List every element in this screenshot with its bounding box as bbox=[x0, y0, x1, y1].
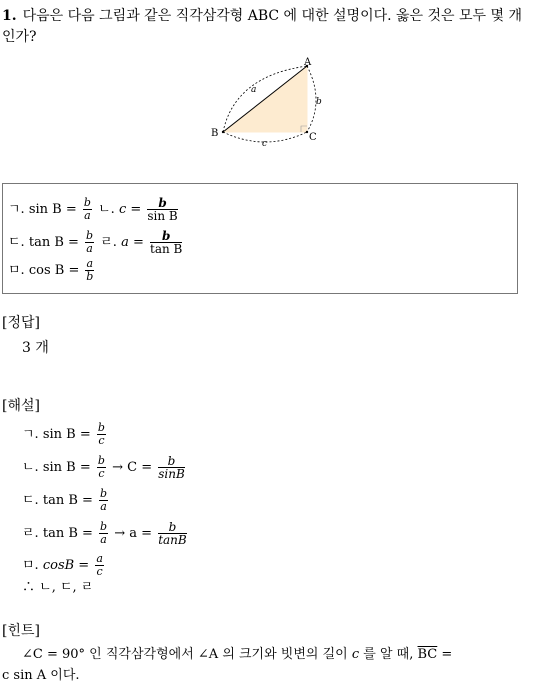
fraction-num: b bbox=[147, 197, 177, 210]
arc-b bbox=[307, 66, 316, 132]
fraction-num: a bbox=[96, 552, 103, 565]
fraction bbox=[97, 455, 106, 480]
fraction bbox=[85, 258, 94, 283]
fraction-num: b bbox=[100, 520, 108, 533]
explanation-heading: [해설] bbox=[2, 398, 40, 414]
hint-var-c: c bbox=[351, 647, 360, 662]
option-lhs: c = bbox=[118, 202, 142, 217]
fraction bbox=[99, 521, 108, 546]
fraction-den: tan B bbox=[150, 242, 183, 256]
option-lhs: tan B = bbox=[28, 235, 79, 250]
option-label: ㅁ. bbox=[8, 263, 25, 278]
explanation-line-5 bbox=[22, 553, 106, 578]
fraction-num: a bbox=[86, 257, 94, 270]
fraction-den: tanB bbox=[158, 533, 187, 547]
fraction-den: sinB bbox=[158, 467, 185, 481]
vertex-dot-b bbox=[222, 131, 224, 133]
explanation-line-1 bbox=[22, 422, 108, 447]
side-label-c: c bbox=[262, 139, 268, 148]
fraction-num: b bbox=[86, 229, 94, 242]
option-label: ㄷ. bbox=[8, 235, 25, 250]
fraction-den: c bbox=[98, 434, 105, 447]
vertex-label-c: C bbox=[309, 132, 317, 143]
line-label: ㅁ. bbox=[22, 558, 39, 573]
fraction-den: a bbox=[84, 209, 91, 222]
side-label-b: b bbox=[316, 97, 322, 107]
hint-line-2: c sin A 이다. bbox=[2, 668, 80, 683]
explanation-line-2 bbox=[22, 455, 187, 480]
fraction-num: b bbox=[97, 421, 105, 434]
fraction-den: b bbox=[86, 270, 94, 283]
hint-line-1 bbox=[22, 647, 452, 663]
vertex-dot-c bbox=[306, 131, 308, 133]
fraction-num: b bbox=[100, 487, 108, 500]
question-body: 다음은 다음 그림과 같은 직각삼각형 ABC 에 대한 설명이다. 옳은 것은 모두 몇 개인가? bbox=[2, 8, 523, 45]
explanation-line-4 bbox=[22, 521, 189, 546]
fraction-num: b bbox=[150, 230, 182, 243]
fraction bbox=[158, 455, 185, 480]
hint-text-3: = bbox=[441, 647, 453, 662]
explanation-conclusion: ∴ ㄴ, ㄷ, ㄹ bbox=[22, 580, 94, 595]
answer-heading: [정답] bbox=[2, 315, 40, 331]
line-arrow: → C = bbox=[112, 460, 153, 475]
fraction-den: sin B bbox=[147, 209, 178, 223]
hint-text-2: 를 알 때, bbox=[363, 647, 414, 662]
option-label: ㄱ. bbox=[8, 202, 25, 217]
line-lhs: tan B = bbox=[42, 526, 93, 541]
answer-value: 3 개 bbox=[22, 340, 49, 356]
option-lhs: sin B = bbox=[28, 202, 77, 217]
line-arrow: → a = bbox=[114, 526, 153, 541]
line-lhs: sin B = bbox=[42, 460, 91, 475]
fraction-num: b bbox=[158, 455, 185, 468]
line-lhs: sin B = bbox=[42, 427, 91, 442]
fraction-num: b bbox=[83, 196, 91, 209]
fraction bbox=[158, 521, 187, 546]
vertex-label-b: B bbox=[211, 128, 219, 139]
line-label: ㄴ. bbox=[22, 460, 39, 475]
option-row-1 bbox=[8, 197, 180, 222]
fraction-den: a bbox=[100, 533, 107, 546]
side-label-a: a bbox=[251, 85, 257, 95]
question-number: 1. bbox=[2, 8, 17, 24]
fraction bbox=[97, 422, 106, 447]
vertex-label-a: A bbox=[304, 57, 312, 68]
explanation-line-3 bbox=[22, 488, 110, 513]
fraction-num: b bbox=[97, 454, 105, 467]
line-lhs: cosB = bbox=[42, 558, 90, 573]
question-text bbox=[2, 6, 532, 48]
line-label: ㄷ. bbox=[22, 493, 39, 508]
fraction bbox=[147, 197, 177, 222]
option-row-2 bbox=[8, 230, 184, 255]
hint-heading: [힌트] bbox=[2, 623, 40, 639]
line-lhs: tan B = bbox=[42, 493, 93, 508]
option-row-3 bbox=[8, 258, 96, 283]
fraction bbox=[83, 197, 92, 222]
fraction-den: c bbox=[96, 565, 103, 578]
fraction-den: c bbox=[98, 467, 105, 480]
fraction bbox=[95, 553, 104, 578]
hint-text-1: ∠C = 90° 인 직각삼각형에서 ∠A 의 크기와 빗변의 길이 bbox=[22, 647, 348, 662]
option-lhs: cos B = bbox=[28, 263, 80, 278]
fraction bbox=[85, 230, 94, 255]
option-label: ㄹ. bbox=[100, 235, 117, 250]
option-label: ㄴ. bbox=[98, 202, 115, 217]
fraction-num: b bbox=[158, 521, 187, 534]
hint-segment-bc: $\overline{BC}$ bbox=[417, 647, 438, 662]
fraction bbox=[150, 230, 182, 255]
line-label: ㄱ. bbox=[22, 427, 39, 442]
fraction bbox=[99, 488, 108, 513]
option-lhs: a = bbox=[121, 235, 144, 250]
fraction-den: a bbox=[100, 500, 107, 513]
right-triangle-figure bbox=[205, 56, 330, 148]
fraction-den: a bbox=[86, 242, 93, 255]
line-label: ㄹ. bbox=[22, 526, 39, 541]
